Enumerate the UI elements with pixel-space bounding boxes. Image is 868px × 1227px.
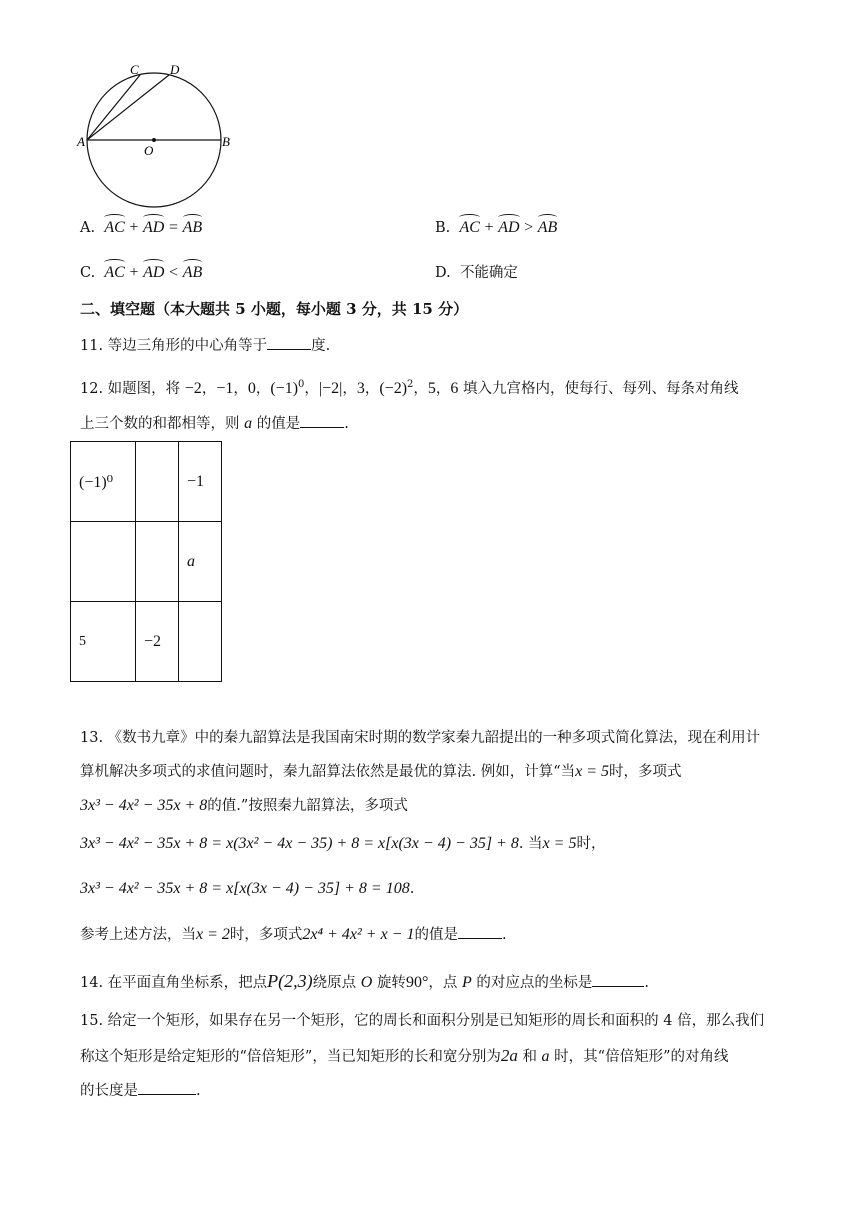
question-14: 14. 在平面直角坐标系，把点P(2,3)绕原点 O 旋转90°，点 P 的对应点的坐标是 . [80,971,649,991]
arc-ab: AB [183,217,203,239]
question-12-line1: 12. 如题图，将 −2，−1，0，$(-1)^0$，|−2|，3，$(-2)^2$，5，6 填入九宫格内，使每行、每列、每条对角线 [80,379,739,397]
grid-cell: a [179,522,222,602]
answer-blank [592,972,644,987]
option-d: D. 不能确定 [435,265,518,281]
arc-ac: AC [104,217,124,239]
question-12-line2: 上三个数的和都相等，则 a 的值是 . [80,415,349,432]
question-11: 11. 等边三角形的中心角等于 度. [80,335,330,357]
grid-row [71,602,222,682]
option-c: C. AC + AD < AB [80,262,202,284]
question-13-line6: 参考上述方法，当x = 2时，多项式2x⁴ + 4x² + x − 1的值是 . [80,926,507,943]
question-13-line5: 3x³ − 4x² − 35x + 8 = x[x(3x − 4) − 35] + 8 = 108. [80,880,415,897]
label-o: O [144,143,154,158]
grid-cell: 5 [71,602,136,682]
answer-blank [300,413,344,428]
grid-cell: (−1)⁰ [71,442,136,522]
answer-blank [138,1080,196,1095]
label-a: A [77,134,85,149]
answer-blank [267,335,311,350]
arc-ad: AD [143,217,164,239]
label-d: D [170,62,180,77]
grid-row [71,442,222,522]
label-b: B [222,134,230,149]
grid-cell: −1 [179,442,222,522]
answer-blank [458,924,502,939]
question-15-line1: 15. 给定一个矩形，如果存在另一个矩形，它的周长和面积分别是已知矩形的周长和面积的 4 倍，那么我们 [80,1013,765,1029]
grid-cell [71,522,136,602]
center-point [152,138,156,142]
grid-cell [179,602,222,682]
question-13-line4: 3x³ − 4x² − 35x + 8 = x(3x² − 4x − 35) + 8 = x[x(3x − 4) − 35] + 8. 当x = 5时， [80,835,606,852]
grid-cell [136,442,179,522]
option-b: B. AC + AD > AB [435,217,557,239]
question-15-line3: 的长度是 . [80,1080,201,1102]
grid-row [71,522,222,602]
question-13-line3: 3x³ − 4x² − 35x + 8的值.”按照秦九韶算法，多项式 [80,797,408,814]
circle-figure [74,62,244,212]
question-13-line1: 13. 《数书九章》中的秦九韶算法是我国南宋时期的数学家秦九韶提出的一种多项式简化算法，现在利用计 [80,730,761,746]
magic-square-grid [70,441,222,682]
section-title: 二、填空题（本大题共 5 小题，每小题 3 分，共 15 分） [80,300,469,318]
question-13-line2: 算机解决多项式的求值问题时，秦九韶算法依然是最优的算法. 例如，计算“当x = 5时，多项式 [80,763,682,780]
label-c: C [130,62,139,77]
option-a: A. AC + AD = AB [80,217,202,239]
question-15-line2: 称这个矩形是给定矩形的“倍倍矩形”，当已知矩形的长和宽分别为2a 和 a 时，其“倍倍矩形”的对角线 [80,1046,729,1065]
grid-cell [136,522,179,602]
chord-ad [87,75,169,140]
grid-cell: −2 [136,602,179,682]
